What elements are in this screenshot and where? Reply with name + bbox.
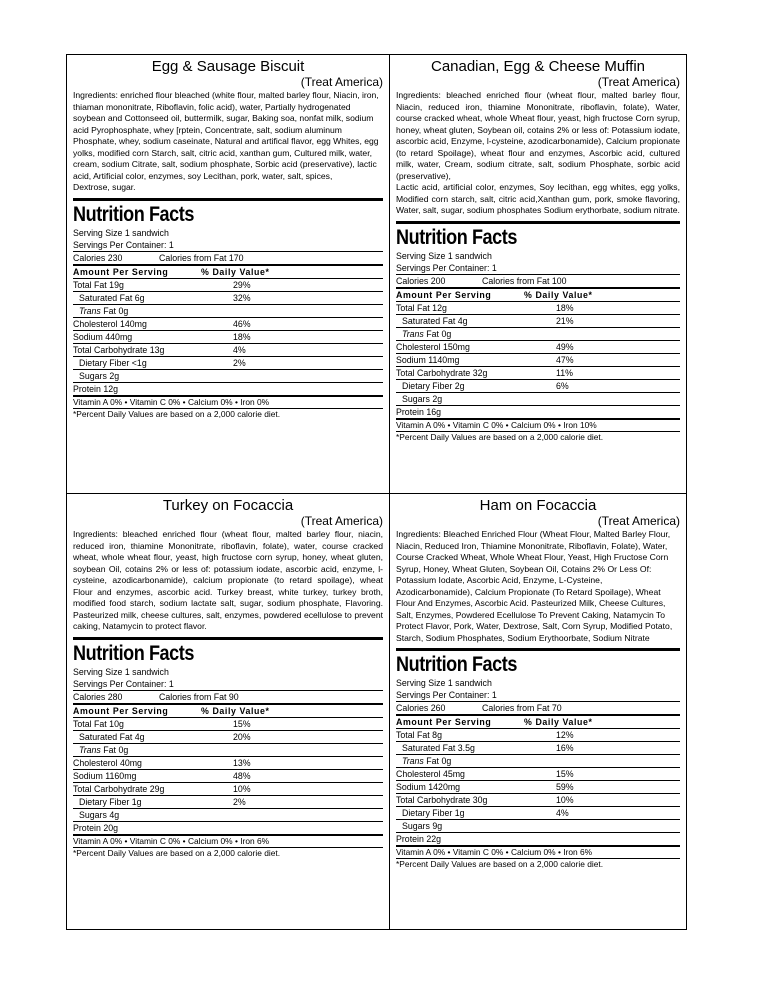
- servings-per-container: Servings Per Container: 1: [396, 689, 680, 702]
- carbohydrate-label: Total Carbohydrate 30g: [396, 795, 488, 805]
- fiber-dv: 6%: [556, 380, 569, 391]
- daily-value-label: % Daily Value*: [201, 266, 270, 277]
- trans-fat-italic: Trans: [79, 744, 101, 755]
- daily-value-label: % Daily Value*: [524, 717, 593, 727]
- sugars-row: [396, 820, 680, 833]
- vitamins-row: Vitamin A 0% • Vitamin C 0% • Calcium 0% • Iron 6%: [73, 836, 383, 848]
- daily-value-footnote: *Percent Daily Values are based on a 2,000 calorie diet.: [396, 859, 604, 869]
- calories-from-fat: Calories from Fat 90: [159, 691, 239, 702]
- sugars-label: Sugars 9g: [402, 821, 443, 831]
- cholesterol-dv: 46%: [233, 318, 251, 329]
- sat-fat-dv: 32%: [233, 292, 251, 303]
- protein-row: [73, 822, 383, 836]
- sodium-row: [73, 770, 383, 783]
- total-fat-label: Total Fat 12g: [396, 302, 447, 313]
- carbohydrate-row: [396, 794, 680, 807]
- sodium-dv: 18%: [233, 331, 251, 342]
- nutrition-facts-title: Nutrition Facts: [73, 202, 194, 226]
- sat-fat-label: Saturated Fat 6g: [79, 292, 145, 303]
- fiber-label: Dietary Fiber 2g: [402, 380, 465, 391]
- protein-label: Protein 16g: [396, 406, 441, 417]
- sodium-dv: 47%: [556, 354, 574, 365]
- carbohydrate-row: [396, 367, 680, 380]
- daily-value-footnote: *Percent Daily Values are based on a 2,000 calorie diet.: [73, 408, 281, 419]
- cholesterol-label: Cholesterol 140mg: [73, 318, 147, 329]
- total-fat-dv: 29%: [233, 279, 251, 290]
- product-panel-canadian-egg-cheese-muffin: [390, 55, 686, 493]
- daily-value-label: % Daily Value*: [524, 289, 593, 300]
- nutrition-facts-title: Nutrition Facts: [396, 653, 517, 676]
- calories-value: Calories 280: [73, 691, 123, 702]
- sat-fat-row: [396, 315, 680, 328]
- product-panel-egg-sausage-biscuit: [67, 55, 389, 493]
- trans-fat-rest: Fat 0g: [423, 756, 452, 766]
- daily-value-footnote: *Percent Daily Values are based on a 2,000 calorie diet.: [73, 847, 281, 858]
- fiber-row: [73, 796, 383, 809]
- cholesterol-row: [396, 768, 680, 781]
- product-panel-ham-on-focaccia: [390, 494, 686, 930]
- calories-from-fat: Calories from Fat 70: [482, 703, 562, 713]
- amount-per-serving-label: Amount Per Serving: [396, 717, 492, 727]
- protein-label: Protein 22g: [396, 834, 441, 844]
- carbohydrate-row: [73, 344, 383, 357]
- carbohydrate-row: [73, 783, 383, 796]
- servings-per-container: Servings Per Container: 1: [73, 239, 383, 252]
- sodium-dv: 48%: [233, 770, 251, 781]
- sugars-label: Sugars 2g: [79, 370, 120, 381]
- brand-name: (Treat America): [597, 514, 680, 528]
- sodium-row: [396, 354, 680, 367]
- sodium-label: Sodium 440mg: [73, 331, 133, 342]
- total-fat-label: Total Fat 19g: [73, 279, 124, 290]
- sat-fat-row: [396, 742, 680, 755]
- sat-fat-dv: 21%: [556, 315, 574, 326]
- sugars-row: [73, 809, 383, 822]
- trans-fat-row: [73, 744, 383, 757]
- amount-per-serving-label: Amount Per Serving: [73, 266, 169, 277]
- sodium-label: Sodium 1140mg: [396, 354, 460, 365]
- trans-fat-rest: Fat 0g: [100, 305, 129, 316]
- cholesterol-row: [73, 318, 383, 331]
- amount-header-row: [73, 266, 383, 279]
- protein-row: [396, 406, 680, 420]
- product-title: Canadian, Egg & Cheese Muffin: [430, 58, 646, 75]
- sodium-dv: 59%: [556, 782, 574, 792]
- cholesterol-dv: 15%: [556, 769, 574, 779]
- total-fat-label: Total Fat 8g: [396, 730, 442, 740]
- nutrition-facts-panel: [396, 648, 680, 870]
- trans-fat-row: [396, 328, 680, 341]
- sodium-row: [73, 331, 383, 344]
- ingredients-text: Ingredients: Bleached Enriched Flour (Wheat Flour, Malted Barley Flour, Niacin, Reduced Iron, Thiamine Mononitrate, Riboflavin, Folate), Water, Course Cracked Wheat, Whole Wheat Flour, Yeast, High Fructose Corn Syrup, Honey, Wheat Gluten, Soybean Oil, Cotains 2% Or Less Of: Potassium Iodate, Ascorbic Acid, Enzyme, L-Cysteine, Azodicarbonamide), Calcium Propionate (To Retard Spoilage), Wheat Flour And Enzymes, Ascorbic Acid. Pasteurized Milk, Cheese Cultures, Salt, Enzymes, Powdered Ecellulose To Prevent Caking, Natamycin To Protect Flavor, Pork, Water, Dextrose, Salt, Corn Syrup, Modified Potato, Starch, Sodium Phosphates, Sodium Erythoorbate, Sodium Nitrate: [396, 529, 673, 643]
- amount-header-row: [396, 289, 680, 302]
- product-title: Turkey on Focaccia: [162, 497, 294, 514]
- cholesterol-label: Cholesterol 150mg: [396, 341, 470, 352]
- amount-header-row: [73, 705, 383, 718]
- daily-value-label: % Daily Value*: [201, 705, 270, 716]
- amount-header-row: [396, 716, 680, 729]
- amount-per-serving-label: Amount Per Serving: [396, 289, 492, 300]
- cholesterol-dv: 49%: [556, 341, 574, 352]
- calories-value: Calories 260: [396, 703, 446, 713]
- product-title: Ham on Focaccia: [479, 497, 597, 514]
- fiber-row: [396, 807, 680, 820]
- trans-fat-rest: Fat 0g: [423, 328, 452, 339]
- nutrition-facts-title: Nutrition Facts: [73, 641, 194, 665]
- carbohydrate-label: Total Carbohydrate 13g: [73, 344, 165, 355]
- nutrition-facts-panel: [73, 637, 383, 859]
- calories-value: Calories 200: [396, 275, 446, 286]
- carbohydrate-dv: 10%: [233, 783, 251, 794]
- sat-fat-label: Saturated Fat 4g: [79, 731, 145, 742]
- fiber-label: Dietary Fiber 1g: [79, 796, 142, 807]
- product-title: Egg & Sausage Biscuit: [151, 58, 305, 75]
- cholesterol-label: Cholesterol 40mg: [73, 757, 142, 768]
- sat-fat-dv: 20%: [233, 731, 251, 742]
- serving-size: Serving Size 1 sandwich: [73, 227, 169, 238]
- fiber-dv: 4%: [556, 808, 569, 818]
- fiber-dv: 2%: [233, 796, 246, 807]
- protein-label: Protein 20g: [73, 822, 118, 833]
- protein-row: [73, 383, 383, 397]
- sat-fat-dv: 16%: [556, 743, 574, 753]
- amount-per-serving-label: Amount Per Serving: [73, 705, 169, 716]
- serving-size: Serving Size 1 sandwich: [73, 666, 169, 677]
- trans-fat-row: [396, 755, 680, 768]
- calories-row: [73, 691, 383, 705]
- cholesterol-row: [396, 341, 680, 354]
- sat-fat-row: [73, 292, 383, 305]
- vitamins-row: Vitamin A 0% • Vitamin C 0% • Calcium 0% • Iron 6%: [396, 847, 680, 859]
- total-fat-row: [396, 729, 680, 742]
- total-fat-row: [73, 718, 383, 731]
- sugars-label: Sugars 4g: [79, 809, 120, 820]
- fiber-row: [73, 357, 383, 370]
- vitamins-row: Vitamin A 0% • Vitamin C 0% • Calcium 0% • Iron 0%: [73, 397, 383, 409]
- total-fat-dv: 12%: [556, 730, 574, 740]
- brand-name: (Treat America): [300, 75, 383, 89]
- trans-fat-italic: Trans: [79, 305, 101, 316]
- nutrition-facts-title: Nutrition Facts: [396, 225, 517, 249]
- calories-row: [396, 702, 680, 716]
- ingredients-text: Ingredients: bleached enriched flour (wheat flour, malted barley flour, Niacin, reduced iron, thiamine Mononitrate, riboflavin, folate), Water, course cracked wheat, whole Wheat flour, yeast, high fructose Corn syrup, honey, wheat gluten, Soybean oil, cotains 2% or less of: Potassium iodate, ascorbic acid, Enzyme, l-cysteine, azodicarbonamide), Calcium propionate (to retard Spoilage), wheat flour and enzymes, Ascorbic acid, cultured milk, water, Cream, sodium citrate, salt, sodium Phosphate, sorbic acid (preservative), Lactic acid, artificial color, enzymes, Soy lecithan, egg whites, egg yolks, Modified corn starch, salt, citric acid,Xanthan gum, pork, smoke flavoring, Water, salt, sugar, sodium phosphates Sodium erythorbate, sodium nitrate.: [396, 90, 680, 215]
- sodium-label: Sodium 1160mg: [73, 770, 137, 781]
- sugars-row: [73, 370, 383, 383]
- sat-fat-row: [73, 731, 383, 744]
- product-panel-turkey-on-focaccia: [67, 494, 389, 930]
- cholesterol-dv: 13%: [233, 757, 251, 768]
- fiber-dv: 2%: [233, 357, 246, 368]
- carbohydrate-label: Total Carbohydrate 29g: [73, 783, 165, 794]
- sodium-label: Sodium 1420mg: [396, 782, 461, 792]
- serving-size: Serving Size 1 sandwich: [396, 678, 492, 688]
- carbohydrate-dv: 11%: [556, 367, 573, 378]
- fiber-row: [396, 380, 680, 393]
- sugars-row: [396, 393, 680, 406]
- servings-per-container: Servings Per Container: 1: [73, 678, 383, 691]
- fiber-label: Dietary Fiber 1g: [402, 808, 465, 818]
- carbohydrate-dv: 4%: [233, 344, 246, 355]
- total-fat-row: [73, 279, 383, 292]
- total-fat-label: Total Fat 10g: [73, 718, 124, 729]
- sat-fat-label: Saturated Fat 4g: [402, 315, 468, 326]
- calories-row: [396, 275, 680, 289]
- total-fat-dv: 18%: [556, 302, 574, 313]
- ingredients-text: Ingredients: enriched flour bleached (white flour, malted barley flour, Niacin, iron, thiaman mononitrate, Riboflavin, folic acid), water, Partially hydrogenated soybean and Cottonseed oil, buttermilk, sugar, Baking soa, nonfat milk, sodium acid Pyrophosphate, whey [rptein, Concentrate, salt, sodium aluminum Phosphate, whey, sodium caseinate, Natural and artifical flavor, egg Whites, egg yolks, modified corn Starch, salt, citric acid, xanthan gum, Cultured milk, water, cream, sodium Citrate, salt, sodium phosphate, Sorbic acid (preservative), lactic acid, Artificial color, enzymes, soy Lecithan, pork, water, salt, spices, Dextrose, sugar.: [73, 90, 379, 192]
- brand-name: (Treat America): [597, 75, 680, 89]
- trans-fat-row: [73, 305, 383, 318]
- cholesterol-row: [73, 757, 383, 770]
- nutrition-facts-panel: [73, 198, 383, 420]
- vitamins-row: Vitamin A 0% • Vitamin C 0% • Calcium 0% • Iron 10%: [396, 420, 680, 432]
- trans-fat-italic: Trans: [402, 328, 424, 339]
- carbohydrate-label: Total Carbohydrate 32g: [396, 367, 488, 378]
- sat-fat-label: Saturated Fat 3.5g: [402, 743, 475, 753]
- servings-per-container: Servings Per Container: 1: [396, 262, 680, 275]
- serving-size: Serving Size 1 sandwich: [396, 250, 492, 261]
- trans-fat-rest: Fat 0g: [100, 744, 129, 755]
- calories-from-fat: Calories from Fat 100: [482, 275, 567, 286]
- daily-value-footnote: *Percent Daily Values are based on a 2,000 calorie diet.: [396, 431, 604, 442]
- sugars-label: Sugars 2g: [402, 393, 443, 404]
- ingredients-text: Ingredients: bleached enriched flour (wheat flour, malted barley flour, niacin, reduced iron, thiamine Mononitrate, riboflavin, folate), water, course cracked wheat, whole wheat flour, yeast, high fructose corn syrup, honey, wheat gluten, soybean Oil, cotains 2% or less of: potassium iodate, ascorbic acid, enzyme, l-cysteine, azodicarbonamide), calcium propionate (to retard spoilage), wheat Flour and enzymes, ascorbic acid. Turkey breast, white turkey, turkey broth, modified food starch, sodium lactate salt, sugar, sodium phosphate, Flavoring. Pasteurized milk, cheese cultures, salt, enzymes, powdered ecellulose to prevent caking, Natamycin to protect flavor.: [73, 529, 383, 631]
- label-sheet: [66, 54, 687, 930]
- brand-name: (Treat America): [300, 514, 383, 528]
- total-fat-row: [396, 302, 680, 315]
- cholesterol-label: Cholesterol 45mg: [396, 769, 465, 779]
- total-fat-dv: 15%: [233, 718, 251, 729]
- nutrition-facts-panel: [396, 221, 680, 443]
- sodium-row: [396, 781, 680, 794]
- carbohydrate-dv: 10%: [556, 795, 574, 805]
- protein-row: [396, 833, 680, 847]
- trans-fat-italic: Trans: [402, 756, 424, 766]
- fiber-label: Dietary Fiber <1g: [79, 357, 147, 368]
- protein-label: Protein 12g: [73, 383, 118, 394]
- calories-from-fat: Calories from Fat 170: [159, 252, 244, 263]
- calories-value: Calories 230: [73, 252, 123, 263]
- calories-row: [73, 252, 383, 266]
